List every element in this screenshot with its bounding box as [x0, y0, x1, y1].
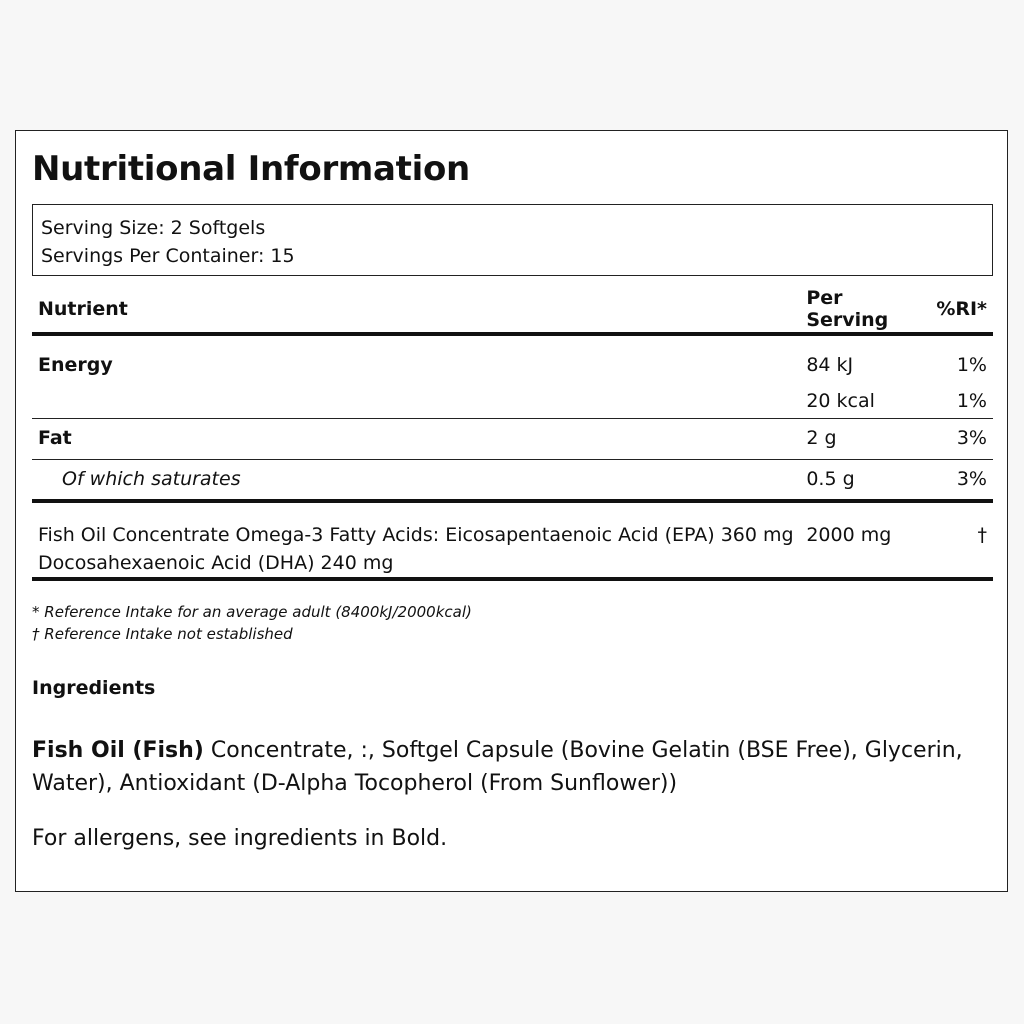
- footnotes: [32, 601, 472, 645]
- page-title: Nutritional Information: [32, 149, 470, 189]
- header-ri: %RI*: [930, 281, 993, 334]
- header-nutrient: Nutrient: [32, 281, 800, 334]
- per-serving-value: 0.5 g: [800, 460, 930, 502]
- nutrient-name: Fish Oil Concentrate Omega-3 Fatty Acids: Eicosapentaenoic Acid (EPA) 360 mg Docosahexaenoic Acid (DHA) 240 mg: [32, 501, 800, 579]
- ri-footnote: * Reference Intake for an average adult (8400kJ/2000kcal): [32, 603, 472, 621]
- nutrition-table: [32, 281, 993, 581]
- table-row: [32, 334, 993, 382]
- nutrition-table-wrap: [32, 281, 993, 581]
- ri-value: 1%: [956, 354, 987, 376]
- header-per-serving: Per Serving: [800, 281, 930, 334]
- ri-value: †: [930, 501, 993, 579]
- table-row: [32, 419, 993, 460]
- table-row: [32, 460, 993, 502]
- table-header-row: [32, 281, 993, 334]
- nutrient-name: Fat: [32, 419, 800, 460]
- serving-info-box: [32, 204, 993, 276]
- servings-per-container: Servings Per Container: 15: [41, 245, 295, 267]
- dagger-footnote: † Reference Intake not established: [32, 625, 293, 643]
- nutrient-name: [32, 382, 800, 419]
- nutrition-panel: [15, 130, 1008, 892]
- ingredients-heading: Ingredients: [32, 677, 156, 699]
- ingredients-rest: Concentrate, :, Softgel Capsule (Bovine Gelatin (BSE Free), Glycerin, Water), Antioxidant (D-Alpha Tocopherol (From Sunflower)): [32, 738, 963, 796]
- per-serving-value: 84 kJ: [806, 354, 854, 376]
- ingredients-text: [32, 734, 972, 800]
- ri-value: 1%: [930, 382, 993, 419]
- ri-value: 3%: [930, 419, 993, 460]
- serving-size: Serving Size: 2 Softgels: [41, 217, 266, 239]
- nutrient-name: Of which saturates: [32, 460, 800, 502]
- table-row: [32, 501, 993, 579]
- per-serving-value: 20 kcal: [800, 382, 930, 419]
- per-serving-value: 2 g: [800, 419, 930, 460]
- per-serving-value: 2000 mg: [800, 501, 930, 579]
- allergen-note: For allergens, see ingredients in Bold.: [32, 826, 448, 851]
- ingredient-allergen: Fish Oil (Fish): [32, 738, 204, 763]
- nutrient-name: Energy: [38, 354, 113, 376]
- ri-value: 3%: [930, 460, 993, 502]
- table-row: [32, 382, 993, 419]
